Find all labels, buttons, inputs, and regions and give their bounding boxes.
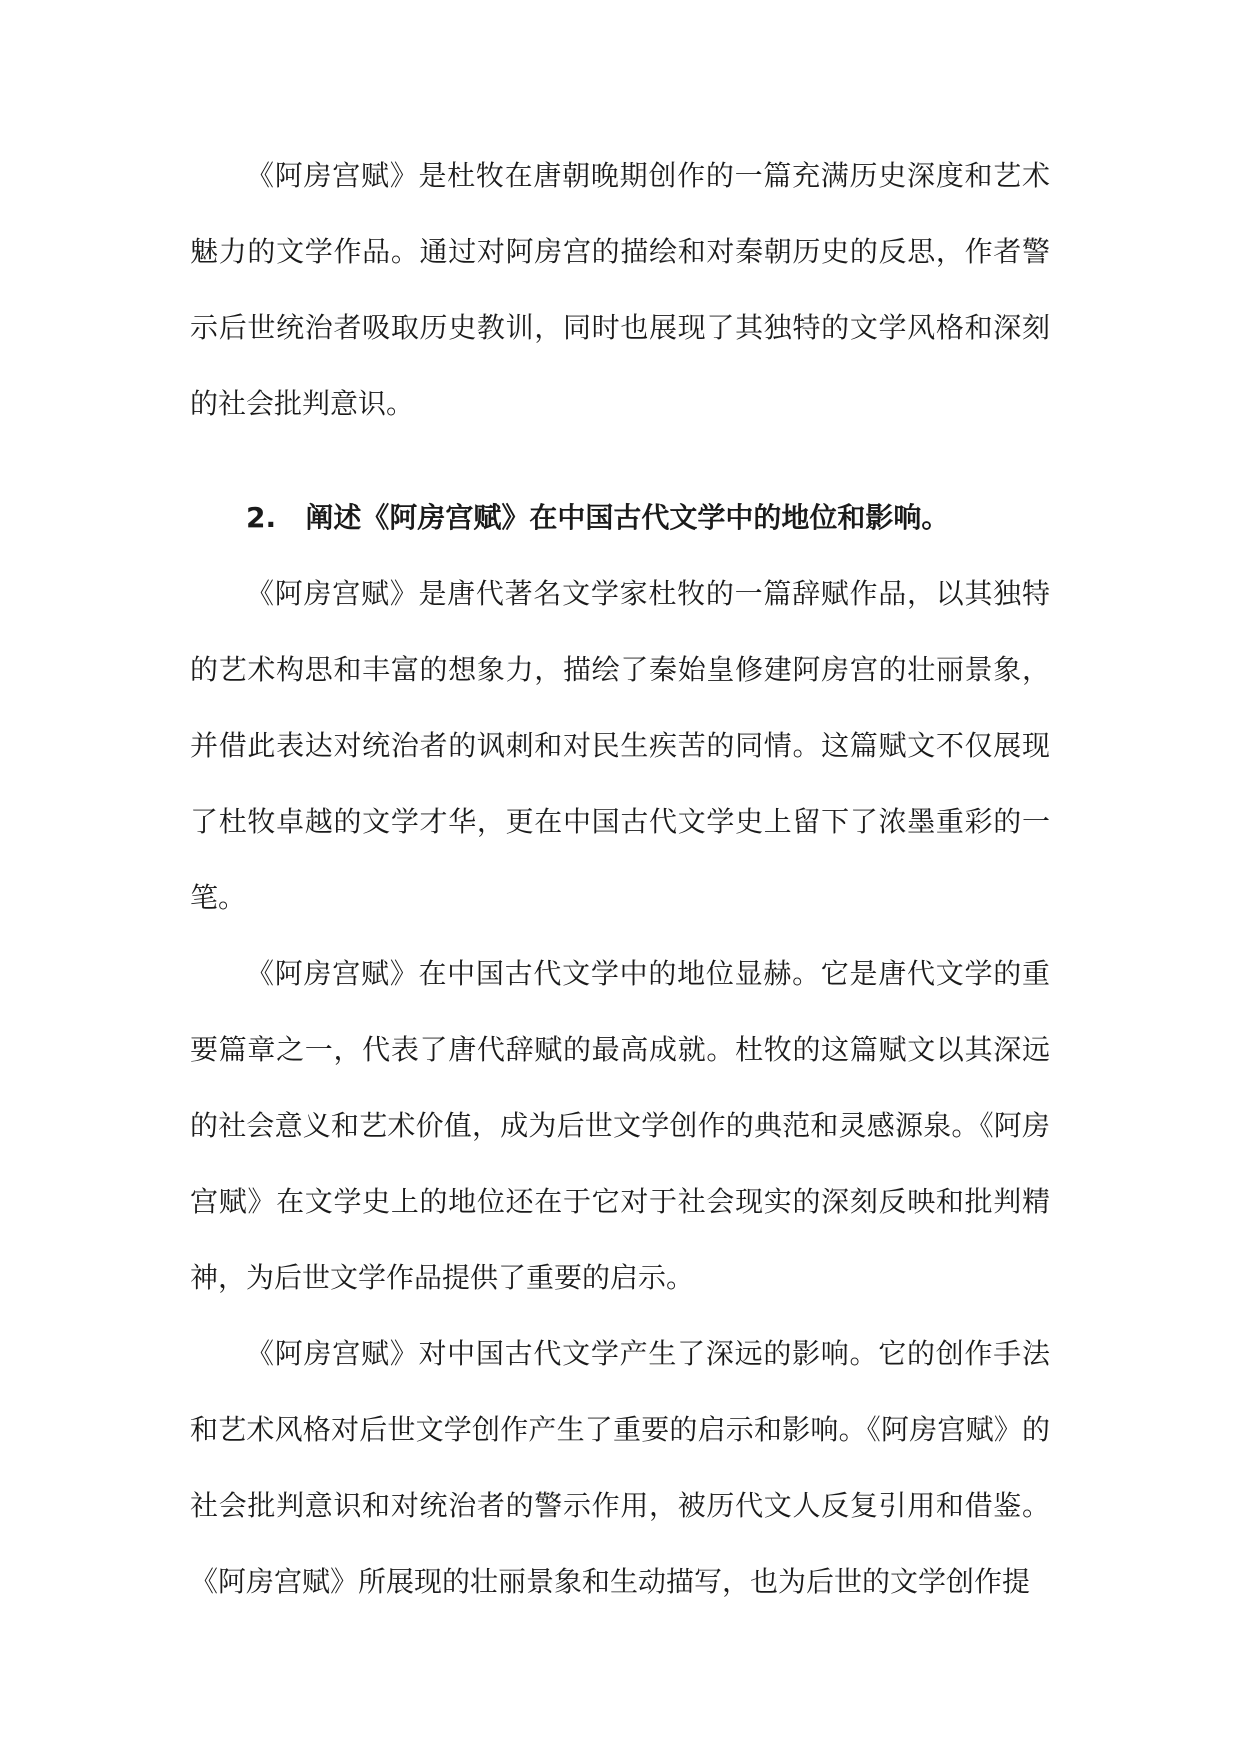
heading-spacer (286, 501, 306, 534)
paragraph-1: 《阿房宫赋》是杜牧在唐朝晚期创作的一篇充满历史深度和艺术魅力的文学作品。通过对阿房宫的描绘和对秦朝历史的反思，作者警示后世统治者吸取历史教训，同时也展现了其独特的文学风格和深刻的社会批判意识。 (190, 159, 1050, 420)
section-heading (190, 480, 1050, 556)
document-body (190, 138, 1050, 1620)
paragraph-3: 《阿房宫赋》在中国古代文学中的地位显赫。它是唐代文学的重要篇章之一，代表了唐代辞赋的最高成就。杜牧的这篇赋文以其深远的社会意义和艺术价值，成为后世文学创作的典范和灵感源泉。《阿房宫赋》在文学史上的地位还在于它对于社会现实的深刻反映和批判精神，为后世文学作品提供了重要的启示。 (190, 957, 1050, 1294)
heading-text: 阐述《阿房宫赋》在中国古代文学中的地位和影响。 (305, 501, 950, 534)
paragraph-4: 《阿房宫赋》对中国古代文学产生了深远的影响。它的创作手法和艺术风格对后世文学创作产生了重要的启示和影响。《阿房宫赋》的社会批判意识和对统治者的警示作用，被历代文人反复引用和借鉴。《阿房宫赋》所展现的壮丽景象和生动描写，也为后世的文学创作提 (190, 1337, 1050, 1598)
heading-number: 2. (246, 501, 277, 534)
paragraph-2: 《阿房宫赋》是唐代著名文学家杜牧的一篇辞赋作品，以其独特的艺术构思和丰富的想象力，描绘了秦始皇修建阿房宫的壮丽景象，并借此表达对统治者的讽刺和对民生疾苦的同情。这篇赋文不仅展现了杜牧卓越的文学才华，更在中国古代文学史上留下了浓墨重彩的一笔。 (190, 577, 1050, 914)
